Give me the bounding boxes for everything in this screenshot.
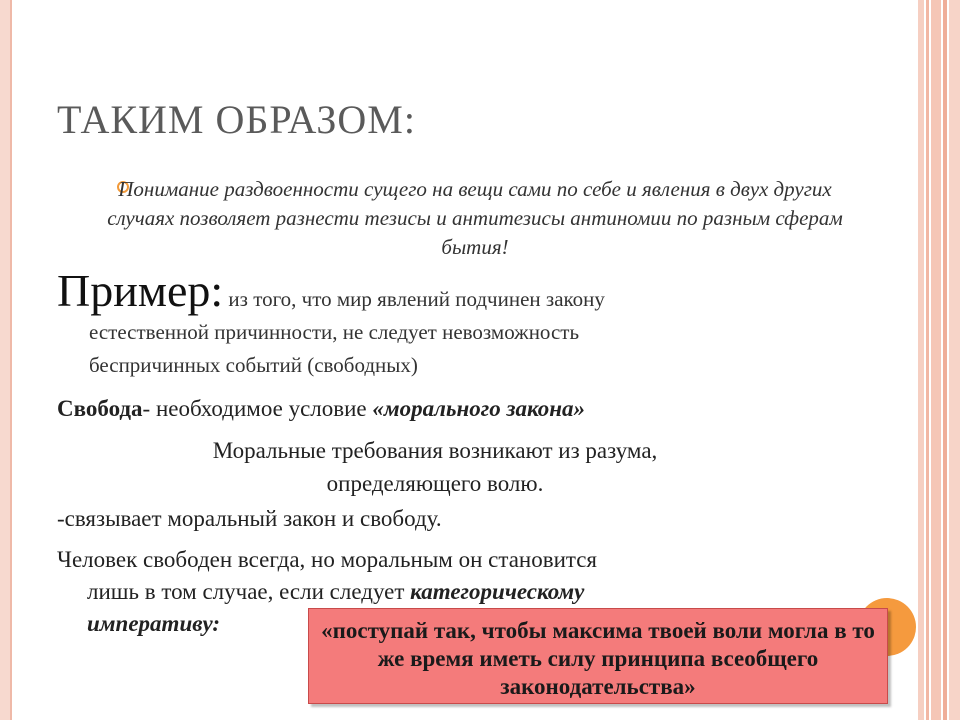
bullet-block <box>95 175 855 262</box>
quote-box <box>308 608 888 704</box>
moral-law-phrase: «морального закона» <box>372 396 585 421</box>
left-border <box>0 0 10 720</box>
freedom-word: Свобода <box>57 396 143 421</box>
stripe <box>926 0 929 720</box>
categorical-word: категорическому <box>410 579 585 604</box>
person-line-1: Человек свободен всегда, но моральным он становится <box>57 547 597 572</box>
person-line-2 <box>57 576 797 608</box>
moral-line-2: определяющего волю. <box>326 471 544 496</box>
example-line-1: из того, что мир явлений подчинен закону <box>228 287 605 311</box>
stripe <box>949 0 960 720</box>
example-paragraph <box>57 265 777 382</box>
slide-title: ТАКИМ ОБРАЗОМ: <box>57 97 416 142</box>
example-line-2: естественной причинности, не следует невозможность <box>89 320 580 344</box>
freedom-line <box>57 396 585 422</box>
right-stripes <box>918 0 960 720</box>
imperative-quote: «поступай так, чтобы максима твоей воли могла в то же время иметь силу принципа всеобщего законодательства» <box>321 618 875 699</box>
moral-requirements <box>85 434 785 500</box>
example-label: Пример: <box>57 265 224 316</box>
stripe <box>943 0 947 720</box>
connects-line: -связывает моральный закон и свободу. <box>57 506 442 531</box>
left-border-line <box>10 0 12 720</box>
bullet-text: Понимание раздвоенности сущего на вещи сами по себе и явления в двух других случаях позволяет разнести тезисы и антитезисы антиномии по разным сферам бытия! <box>107 177 843 259</box>
example-line-3: беспричинных событий (свободных) <box>89 353 418 377</box>
stripe <box>918 0 924 720</box>
stripe <box>931 0 941 720</box>
freedom-rest: - необходимое условие <box>142 396 373 421</box>
person-line-2-text: лишь в том случае, если следует <box>87 579 411 604</box>
moral-line-1: Моральные требования возникают из разума, <box>212 438 658 463</box>
imperative-word: императиву: <box>87 611 221 636</box>
